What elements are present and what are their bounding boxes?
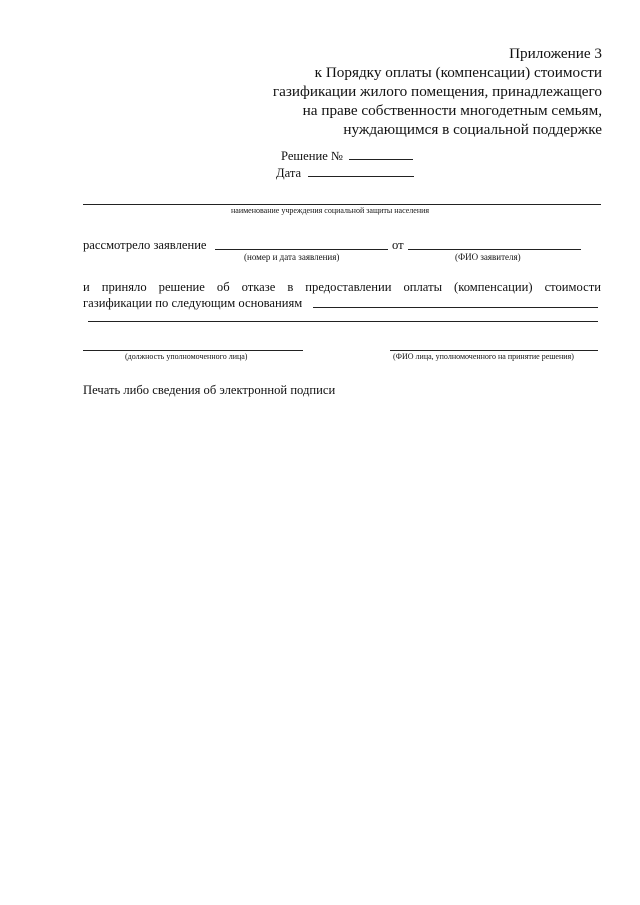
refusal-line-1 [83,280,601,295]
decision-date-row [276,165,414,181]
refusal-word: приняло [101,280,147,294]
grounds-label: газификации по следующим основаниям [83,296,303,310]
applicant-caption: (ФИО заявителя) [455,252,521,262]
refusal-word: и [83,280,90,294]
application-number-date-field[interactable] [215,249,388,250]
decision-number-row [281,148,413,164]
refusal-word: оплаты [403,280,443,294]
authorized-name-field[interactable] [390,350,598,351]
institution-name-field[interactable] [83,204,601,205]
annex-line-1: Приложение 3 [509,45,602,62]
authorized-name-caption: (ФИО лица, уполномоченного на принятие решения) [393,352,574,361]
grounds-field[interactable] [313,307,598,308]
refusal-word: решение [158,280,205,294]
refusal-word: в [287,280,294,294]
decision-date-field[interactable] [308,165,414,177]
number-date-caption: (номер и дата заявления) [244,252,340,262]
refusal-word: предоставлении [305,280,392,294]
annex-line-4: на праве собственности многодетным семьям, [302,102,602,119]
decision-date-label: Дата [276,166,302,180]
grounds-continuation-field[interactable] [88,321,598,322]
annex-line-2: к Порядку оплаты (компенсации) стоимости [314,64,602,81]
annex-line-5: нуждающимся в социальной поддержке [343,121,602,138]
institution-caption: наименование учреждения социальной защиты населения [231,206,430,215]
refusal-word: стоимости [544,280,601,294]
stamp-text: Печать либо сведения об электронной подписи [83,383,336,397]
considered-label: рассмотрело заявление [83,238,207,252]
annex-header [273,44,602,139]
from-label: от [392,238,404,252]
refusal-word: (компенсации) [454,280,533,294]
refusal-word: об [216,280,230,294]
decision-number-label: Решение № [281,149,343,163]
decision-number-field[interactable] [349,148,413,160]
annex-line-3: газификации жилого помещения, принадлежащего [272,83,602,100]
position-field[interactable] [83,350,303,351]
applicant-name-field[interactable] [408,249,581,250]
refusal-word: отказе [241,280,276,294]
position-caption: (должность уполномоченного лица) [125,352,248,361]
